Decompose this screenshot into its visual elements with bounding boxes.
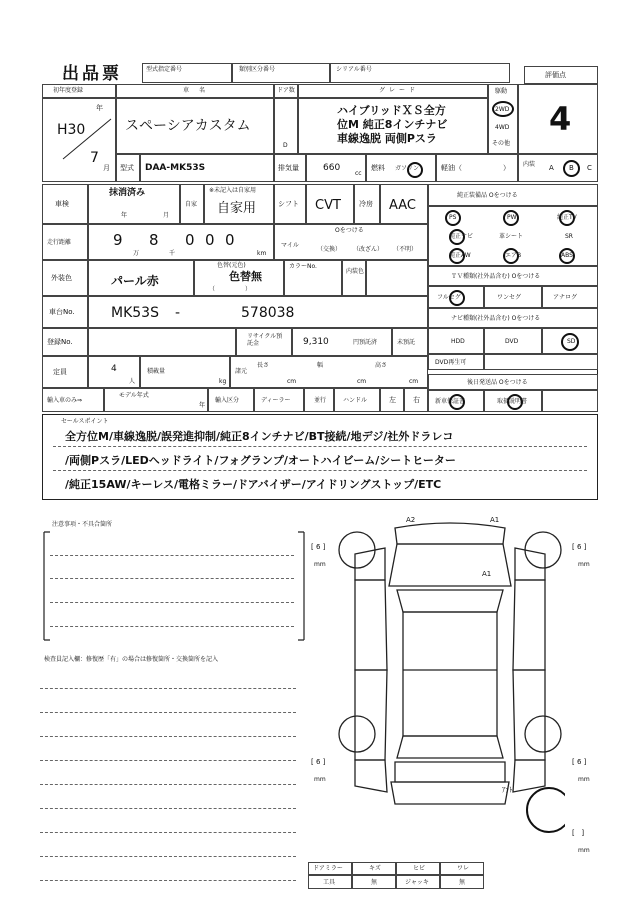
height-unit: cm (409, 378, 419, 385)
usage-value: 自家用 (217, 201, 257, 216)
interior-label: 内装 (523, 161, 536, 168)
capacity-value: 4 (111, 364, 117, 374)
equip-ps: PS (449, 214, 457, 221)
type-class-label: 類別区分番号 (239, 66, 276, 73)
color-no-cell (284, 260, 342, 296)
inspection-value-cell (88, 184, 180, 224)
later-blank-cell (542, 390, 598, 412)
mark-a2: A2 (406, 516, 416, 524)
import-year-unit: 年 (199, 402, 206, 409)
chassis-value-cell (88, 296, 428, 328)
equipment-title: 純正装備品 Oをつける (457, 192, 518, 199)
dvd-play-label: DVD再生可 (435, 359, 467, 366)
recycle-value-cell (292, 328, 392, 356)
tv-oneseg: ワンセグ (497, 294, 522, 301)
first-reg-label: 初年度登録 (53, 87, 84, 94)
tread-fr (572, 544, 586, 551)
capacity-value-cell (88, 356, 140, 388)
displacement-value: 660 (323, 163, 341, 173)
footer-header-cell (440, 862, 484, 875)
mileage-digit: 0 (205, 231, 215, 249)
equipment-grid (428, 206, 598, 266)
recycle-unpaid-cell (392, 328, 428, 356)
type-label: 型式 (120, 164, 134, 172)
equip-abs-circle (559, 248, 575, 264)
mileage-digit: 0 (225, 231, 235, 249)
type-class-field (232, 63, 330, 83)
tv-fullseg-circle (449, 290, 465, 306)
sales-points-label: セールスポイント (61, 418, 109, 425)
displacement-value-cell (306, 154, 366, 182)
tread-unit: mm (578, 561, 590, 568)
later-manual-circle (507, 394, 523, 410)
grade-line-3: 車線逸脱 両側Pスラ (337, 132, 437, 145)
reg-no-value (88, 328, 236, 356)
color-change-paren: （ ） (209, 286, 252, 293)
import-class-cell (208, 388, 254, 412)
circle-note: Oをつける (335, 227, 364, 234)
mileage-km-unit: km (257, 250, 267, 257)
interior-c: C (587, 164, 592, 172)
import-class-label: 輸入区分 (215, 397, 240, 404)
mileage-digit: 0 (185, 231, 195, 249)
inspector-line (40, 832, 296, 833)
height-label: 高さ (375, 362, 388, 369)
equip-aw: 純正AW (449, 252, 471, 259)
model-designation-field (142, 63, 232, 83)
inspection-month: 月 (163, 212, 170, 219)
later-manual: 取扱説明書 (497, 398, 528, 405)
sheet-title: 出品票 (62, 64, 122, 84)
mark-a1-side: A1 (482, 570, 492, 578)
ac-label-cell (354, 184, 380, 224)
tread-bracket: [ (311, 758, 314, 766)
dims-cell (230, 356, 428, 388)
chassis-label: 車台No. (49, 308, 75, 316)
door-cell (274, 98, 298, 154)
car-damage-diagram (335, 520, 565, 840)
recycle-value: 9,310 (303, 337, 329, 347)
chassis-dash: - (175, 305, 181, 321)
navi-sd: SD (567, 338, 576, 345)
inspection-label: 車検 (55, 200, 69, 208)
ac-label: 冷房 (359, 200, 373, 208)
equip-pw-circle (503, 210, 519, 226)
light-oil-close: ） (503, 164, 510, 172)
tread-value: 6 (315, 543, 321, 551)
equipment-header (428, 184, 598, 206)
interior-grade-cell (518, 154, 598, 182)
recycle-unit: 円預託済 (353, 339, 378, 346)
chassis-number: 578038 (241, 305, 295, 321)
inspection-value: 抹消済み (109, 188, 146, 198)
inspection-year: 年 (121, 212, 128, 219)
rating-cell (518, 84, 598, 154)
dvd-play-value (484, 354, 598, 370)
drive-4wd: 4WD (495, 124, 510, 131)
dvd-play-cell (428, 354, 484, 370)
drive-label: 駆動 (495, 88, 508, 95)
tread-value: 6 (576, 543, 582, 551)
tv-analog-cell[interactable] (542, 286, 598, 308)
equip-sr: SR (565, 233, 573, 240)
mile-label: マイル (281, 242, 299, 249)
month-unit: 月 (103, 164, 110, 172)
color-change-label: 色替(元色) (217, 262, 246, 269)
capacity-label: 定員 (53, 368, 67, 376)
model-year-cell (104, 388, 208, 412)
footer-header-cell (396, 862, 440, 875)
sales-line-3: /純正15AW/キーレス/電格ミラー/ドアバイザー/アイドリングストップ/ETC (65, 478, 442, 491)
dealer-cell[interactable] (254, 388, 304, 412)
rating-label: 評価点 (545, 71, 566, 79)
import-label-cell (42, 388, 104, 412)
tread-bracket: [ (572, 758, 575, 766)
navi-dvd-cell[interactable] (484, 328, 542, 354)
tread-unit: mm (578, 776, 590, 783)
interior-color-cell (342, 260, 366, 296)
recycle-label-cell (236, 328, 292, 356)
tread-bracket: [ (311, 543, 314, 551)
mileage-meta-cell (274, 224, 428, 260)
serial-label: シリアル番号 (336, 66, 372, 73)
caution-line (50, 626, 294, 627)
shift-label: シフト (278, 200, 299, 208)
caution-line (50, 578, 294, 579)
load-label: 積載量 (147, 368, 166, 375)
inspector-line (40, 688, 296, 689)
mileage-digit: 8 (149, 231, 159, 249)
chassis-label-cell (42, 296, 88, 328)
color-change-value: 色替無 (229, 270, 262, 283)
car-name-value: スペーシアカスタム (125, 118, 251, 134)
inspector-line (40, 712, 296, 713)
width-label: 幅 (317, 362, 324, 369)
tread-bracket: ] (583, 543, 587, 551)
unknown-label: （不明） (393, 246, 418, 253)
equip-leather: 革シート (499, 233, 524, 240)
capacity-label-cell (42, 356, 88, 388)
chassis-prefix: MK53S (111, 305, 159, 321)
footer-header: キズ (369, 865, 381, 872)
equip-pw: PW (507, 214, 517, 221)
car-name-cell (116, 98, 274, 154)
later-warranty-circle (449, 394, 465, 410)
recycle-unpaid: 未預託 (397, 339, 416, 346)
exchange-label: （交換） (317, 246, 342, 253)
grade-line-1: ハイブリッドＸＳ全方 (337, 104, 446, 117)
tread-rl (311, 759, 325, 766)
later-warranty: 新車保証書 (435, 398, 466, 405)
import-label: 輸入車のみ⇒ (47, 397, 83, 404)
mileage-cell (88, 224, 274, 260)
handle-left: 左 (389, 396, 396, 404)
dealer-label: ディーラー (261, 397, 291, 404)
later-title: 後日発送品 Oをつける (467, 379, 528, 386)
light-oil-label: 軽油（ (441, 164, 462, 172)
caution-line (50, 602, 294, 603)
footer-value-cell (440, 875, 484, 889)
rating-header (524, 66, 598, 84)
length-label: 長さ (257, 362, 270, 369)
load-unit: kg (219, 378, 227, 385)
type-value-cell (140, 154, 274, 182)
navi-hdd-cell[interactable] (428, 328, 484, 354)
inspector-line (40, 808, 296, 809)
equip-aw-circle (449, 248, 465, 264)
date-slash (57, 117, 113, 161)
interior-color-label: 内装色 (346, 268, 365, 275)
handle-left-cell[interactable] (380, 388, 404, 412)
door-label: ドア数 (277, 87, 295, 94)
mark-rear: ｱｧﾄ (502, 786, 513, 794)
equip-tv: 純正TV (557, 214, 577, 221)
inspector-line (40, 880, 296, 881)
equip-airbag-circle (503, 248, 522, 264)
light-oil-cell (436, 154, 518, 182)
mileage-digit: 9 (113, 231, 123, 249)
ac-value: AAC (389, 198, 416, 213)
fuel-label: 燃料 (371, 164, 385, 172)
later-manual-cell[interactable] (484, 390, 542, 412)
first-reg-header (42, 84, 116, 98)
capacity-unit: 人 (129, 378, 136, 385)
grade-label: グレード (379, 87, 420, 94)
tread-unit: mm (314, 776, 326, 783)
car-name-header (116, 84, 274, 98)
reg-no-label-cell (42, 328, 88, 356)
footer-value: ジャッキ (405, 879, 429, 886)
handle-right: 右 (413, 396, 420, 404)
handle-label: ハンドル (343, 397, 368, 404)
type-label-cell (116, 154, 140, 182)
grade-cell (298, 98, 488, 154)
usage-cell (204, 184, 274, 224)
navi-title: ナビ種類(社外品含む) Oをつける (451, 315, 541, 322)
footer-value: 無 (371, 879, 378, 886)
footer-header: ワレ (457, 865, 470, 872)
color-change-cell (194, 260, 284, 296)
serial-field (330, 63, 510, 83)
type-value: DAA-MK53S (145, 163, 206, 173)
footer-value: 無 (459, 879, 466, 886)
interior-b: B (569, 164, 574, 172)
equip-airbag: エアB (505, 252, 522, 259)
jika-label-cell: 自家 (180, 184, 204, 224)
mileage-man-unit: 万 (133, 250, 140, 257)
tread-bracket: ] (322, 758, 326, 766)
first-reg-month: 7 (90, 150, 99, 166)
interior-color-value (366, 260, 428, 296)
navi-sd-cell[interactable] (542, 328, 598, 354)
mileage-sen-unit: 千 (169, 250, 176, 257)
footer-value-cell (308, 875, 352, 889)
navi-hdd: HDD (451, 338, 465, 345)
fuel-cell (366, 154, 436, 182)
equip-tv-circle (559, 210, 575, 226)
private-note: ※未記入は自家用 (209, 187, 257, 194)
footer-value: 工具 (323, 879, 336, 886)
tv-fullseg: フルセグ (437, 294, 461, 301)
load-cell (140, 356, 230, 388)
tv-title: ＴＶ種類(社外品含む) Oをつける (451, 273, 541, 280)
footer-value-cell (352, 875, 396, 889)
drive-2wd: 2WD (495, 106, 510, 113)
dims-label: 諸元 (235, 368, 248, 375)
tread-fl (311, 544, 325, 551)
length-unit: cm (287, 378, 297, 385)
caution-label: 注意事項・不具合箇所 (52, 521, 113, 528)
model-year-label: モデル年式 (119, 392, 149, 399)
equip-abs: ABS (561, 252, 573, 259)
grade-line-2: 位M 純正8インチナビ (337, 118, 448, 131)
later-warranty-cell[interactable] (428, 390, 484, 412)
tread-bracket: [ (572, 543, 575, 551)
inspector-line (40, 784, 296, 785)
tread-bracket: ] (583, 758, 587, 766)
equip-ps-circle (445, 210, 461, 226)
equip-navi-circle (449, 229, 465, 245)
handle-right-cell[interactable] (404, 388, 428, 412)
displacement-label: 排気量 (278, 164, 299, 172)
sales-line-1: 全方位M/車線逸脱/誤発進抑制/純正8インチナビ/BT接続/地デジ/社外ドラレコ (65, 430, 454, 443)
sales-line-2: /両側Pスラ/LEDヘッドライト/フォグランプ/オートハイビーム/シートヒーター (65, 454, 456, 467)
tread-value: 6 (576, 758, 582, 766)
mark-a1-front: A1 (490, 516, 500, 524)
parallel-label: 並行 (314, 397, 327, 404)
sales-rule (53, 470, 587, 471)
footer-header-cell (308, 862, 352, 875)
tv-fullseg-cell[interactable] (428, 286, 484, 308)
modified-label: （改ざん） (353, 246, 384, 253)
sales-rule (53, 446, 587, 447)
tread-value: 6 (315, 758, 321, 766)
tread-unit: mm (578, 847, 590, 854)
inspector-line (40, 760, 296, 761)
rating-value: 4 (549, 100, 572, 138)
fuel-value: ガソリン (395, 165, 420, 172)
car-name-label: 車名 (183, 87, 216, 94)
tv-header (428, 266, 598, 286)
year-unit: 年 (96, 104, 103, 112)
mileage-label-cell (42, 224, 88, 260)
mileage-label: 走行距離 (47, 239, 72, 246)
equip-navi: 純正ナビ (449, 233, 474, 240)
interior-a: A (549, 164, 554, 172)
grade-header (298, 84, 488, 98)
shift-label-cell (274, 184, 306, 224)
drive-2wd-circle (492, 101, 514, 117)
tread-spare (572, 830, 584, 837)
inspector-label: 検査員記入欄：修復歴「有」の場合は修復箇所・交換箇所を記入 (44, 656, 219, 663)
first-reg-year: H30 (57, 122, 86, 138)
displacement-unit: cc (355, 170, 362, 177)
color-label: 外装色 (51, 274, 72, 282)
tv-oneseg-cell[interactable] (484, 286, 542, 308)
footer-header-cell (352, 862, 396, 875)
model-designation-label: 型式指定番号 (146, 66, 183, 73)
sales-points-box (42, 414, 598, 500)
shift-value: CVT (315, 198, 341, 213)
navi-sd-circle (561, 333, 579, 351)
parallel-cell[interactable] (304, 388, 334, 412)
recycle-label: リサイクル預託金 (247, 333, 283, 348)
color-value: パール赤 (111, 274, 159, 288)
reg-no-label: 登録No. (47, 338, 73, 346)
door-header (274, 84, 298, 98)
door-value: D (283, 142, 288, 149)
color-label-cell (42, 260, 88, 296)
ac-value-cell (380, 184, 428, 224)
footer-header: ヒビ (413, 865, 426, 872)
drive-other: その他 (492, 140, 511, 147)
tv-analog: アナログ (553, 294, 578, 301)
drive-cell (488, 84, 518, 154)
navi-dvd: DVD (505, 338, 519, 345)
inspection-label-cell (42, 184, 88, 224)
tread-bracket: ] (322, 543, 326, 551)
color-value-cell (88, 260, 194, 296)
caution-line (50, 555, 294, 556)
interior-b-circle (563, 160, 580, 177)
tread-rr (572, 759, 586, 766)
width-unit: cm (357, 378, 367, 385)
footer-header: ドアミラー (313, 865, 343, 872)
navi-header (428, 308, 598, 328)
first-reg-cell (42, 98, 116, 182)
inspector-line (40, 736, 296, 737)
tread-bracket: ] (581, 829, 585, 837)
tread-bracket: [ (572, 829, 575, 837)
displacement-label-cell (274, 154, 306, 182)
fuel-gasoline-circle (407, 162, 423, 178)
footer-value-cell (396, 875, 440, 889)
later-header (428, 374, 598, 390)
shift-value-cell (306, 184, 354, 224)
tread-unit: mm (314, 561, 326, 568)
color-no-label: カラーNo. (289, 263, 317, 270)
handle-cell (334, 388, 380, 412)
inspector-line (40, 856, 296, 857)
